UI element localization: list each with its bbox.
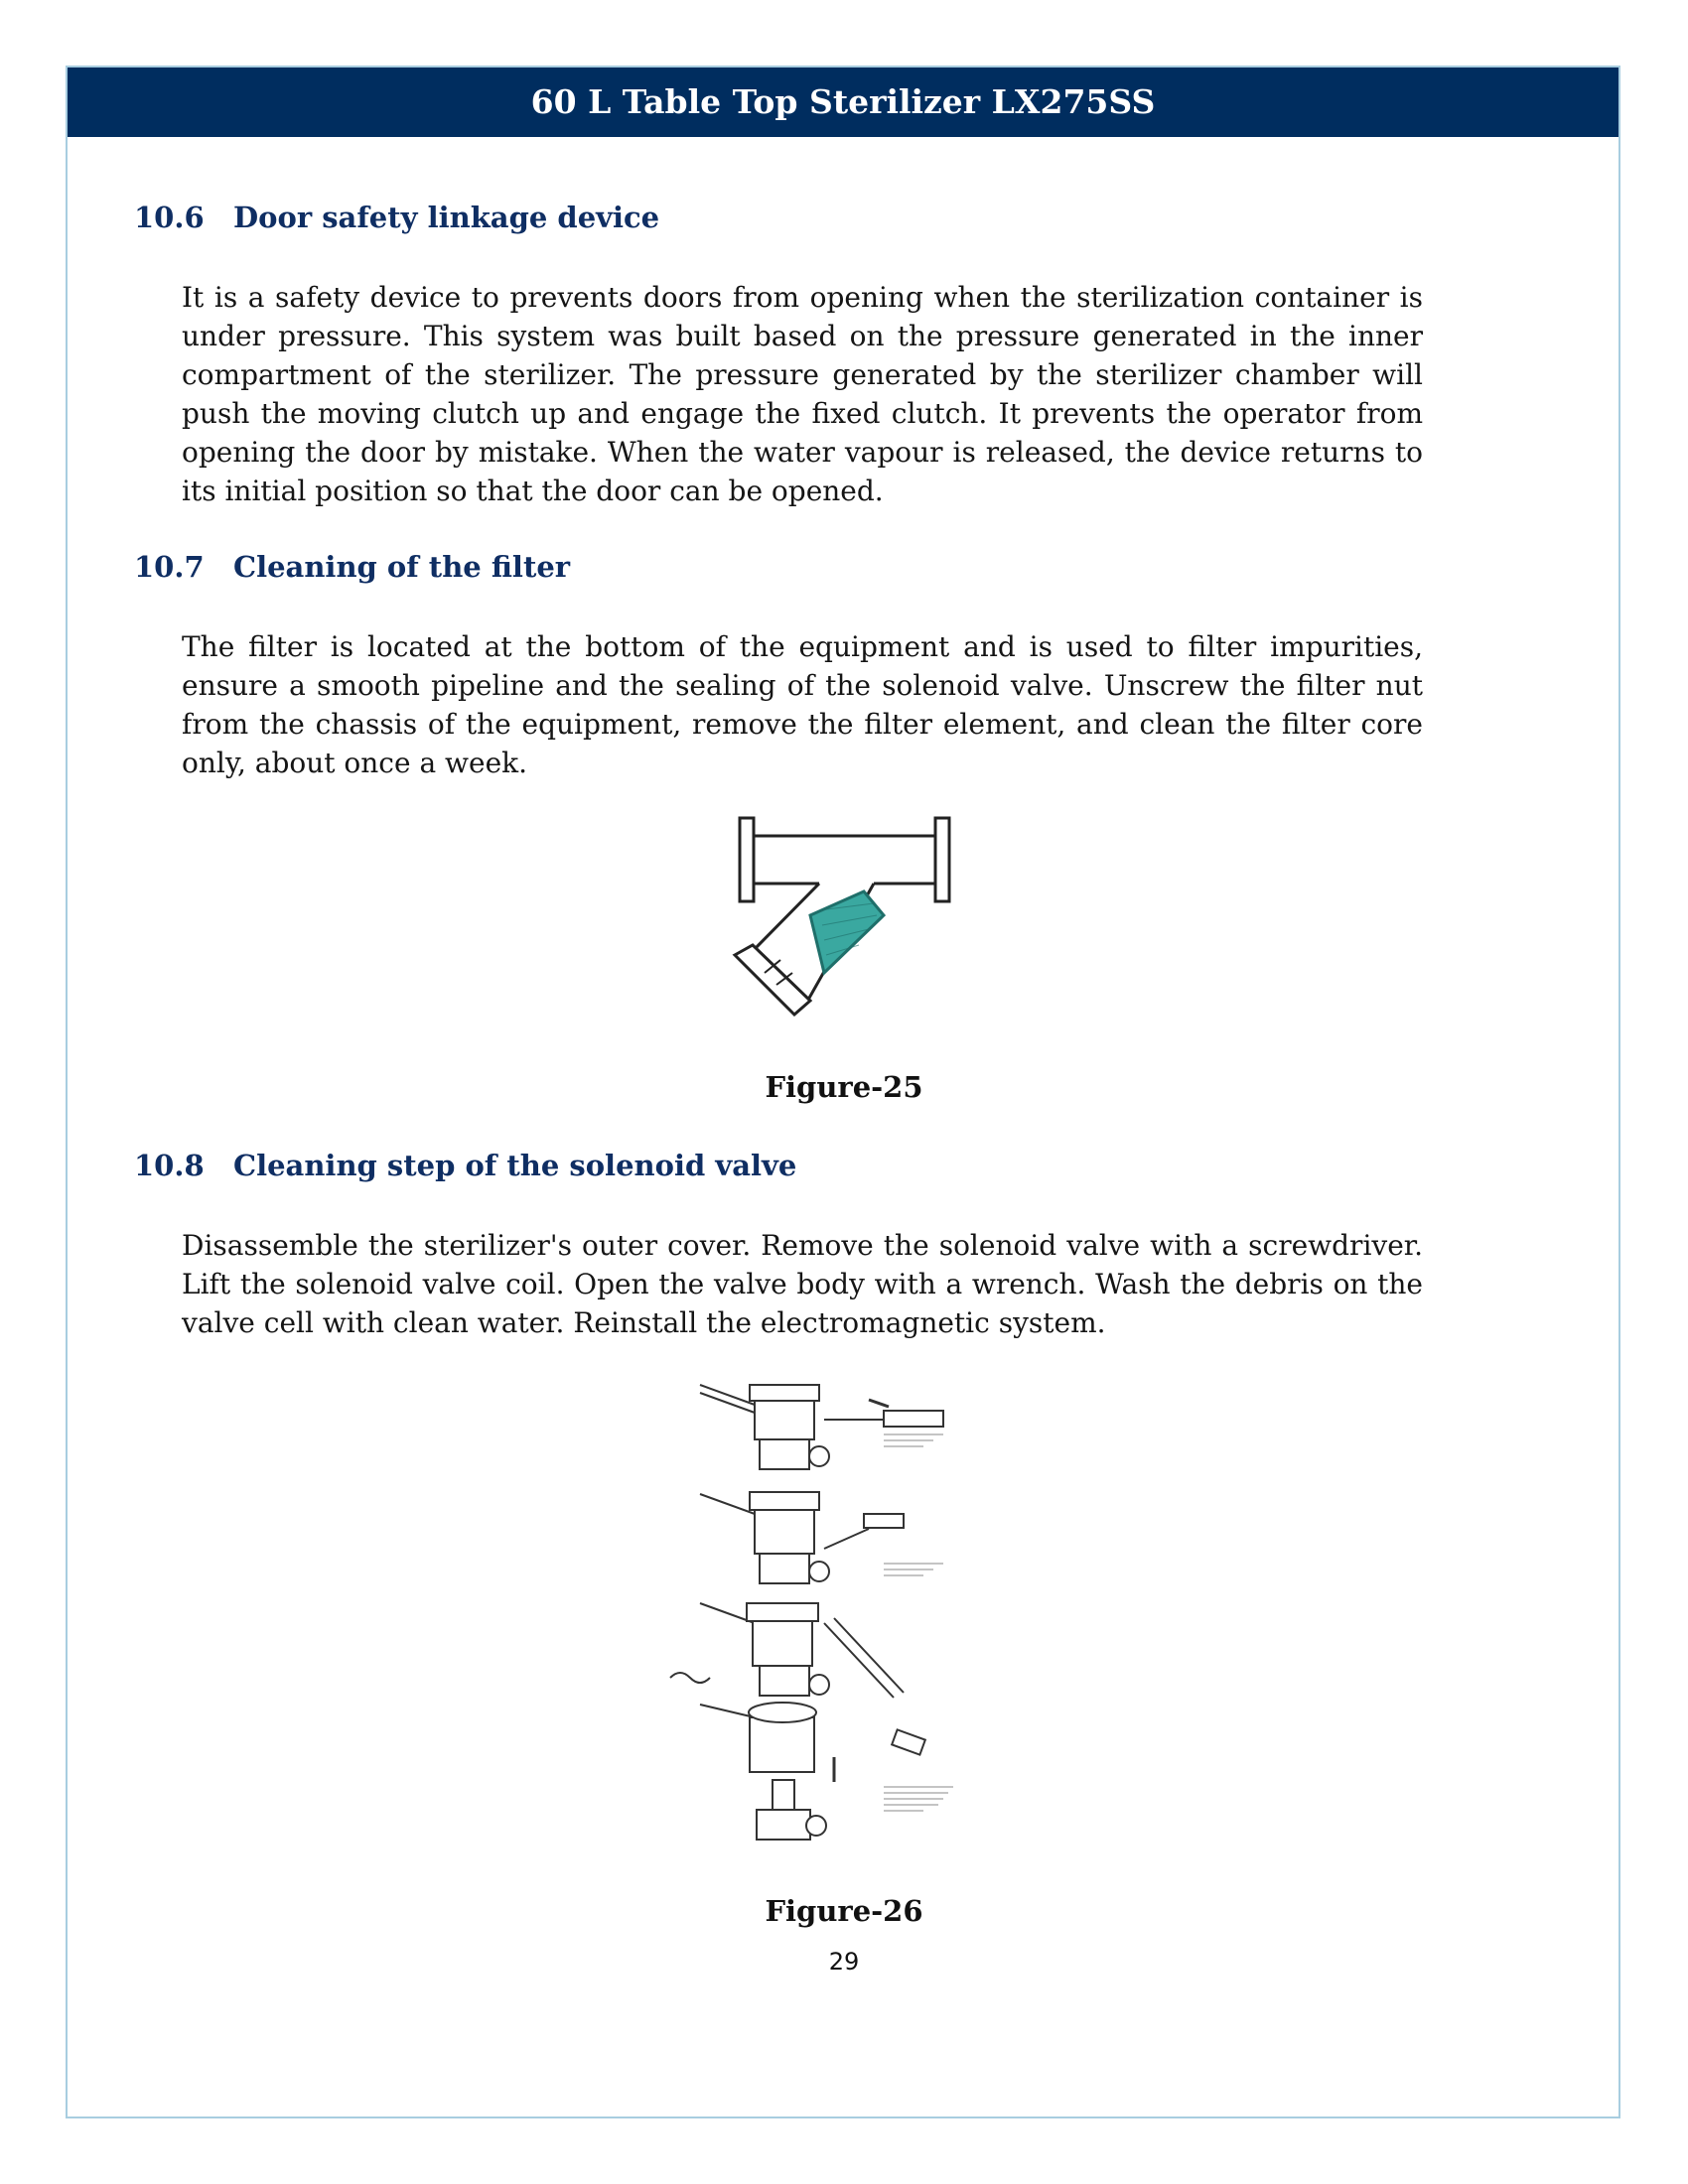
section-number: 10.8 bbox=[134, 1149, 205, 1182]
step-1-illustration bbox=[700, 1385, 943, 1469]
solenoid-valve-diagram bbox=[665, 1375, 1033, 1861]
step-2-illustration bbox=[700, 1492, 943, 1583]
step-4-illustration bbox=[700, 1703, 953, 1840]
section-title: Cleaning of the filter bbox=[233, 550, 571, 584]
section-body-10-8: Disassemble the sterilizer's outer cover. Remove the solenoid valve with a screwdriver. Lift the solenoid valve coil. Open the valve body with a wrench. Wash the debris on the valve cell with clean water. Reinstall the electromagnetic system. bbox=[182, 1229, 1423, 1339]
filter-diagram bbox=[715, 806, 973, 1024]
figure-25-caption: Figure-25 bbox=[765, 1070, 923, 1104]
section-number: 10.6 bbox=[134, 201, 205, 234]
figure-26-caption: Figure-26 bbox=[765, 1894, 923, 1928]
page-number: 29 bbox=[828, 1948, 860, 1976]
section-title: Cleaning step of the solenoid valve bbox=[233, 1149, 797, 1182]
section-heading-10-7 bbox=[134, 550, 570, 584]
step-3-illustration bbox=[670, 1603, 904, 1698]
section-number: 10.7 bbox=[134, 550, 205, 584]
section-heading-10-8 bbox=[134, 1149, 796, 1182]
document-title: 60 L Table Top Sterilizer LX275SS bbox=[530, 82, 1156, 121]
header-bar bbox=[68, 68, 1618, 137]
filter-cap bbox=[735, 945, 810, 1015]
section-body-10-7: The filter is located at the bottom of the equipment and is used to filter impurities, ensure a smooth pipeline and the sealing of the solenoid valve. Unscrew the filter nut from the chassis of the equipment, remove the filter element, and clean the filter core only, about once a week. bbox=[182, 630, 1423, 779]
section-body-10-6: It is a safety device to prevents doors from opening when the sterilization container is under pressure. This system was built based on the pressure generated in the inner compartment of the sterilizer. The pressure generated by the sterilizer chamber will push the moving clutch up and engage the fixed clutch. It prevents the operator from opening the door by mistake. When the water vapour is released, the device returns to its initial position so that the door can be opened. bbox=[182, 281, 1423, 507]
section-title: Door safety linkage device bbox=[233, 201, 660, 234]
section-heading-10-6 bbox=[134, 201, 659, 234]
